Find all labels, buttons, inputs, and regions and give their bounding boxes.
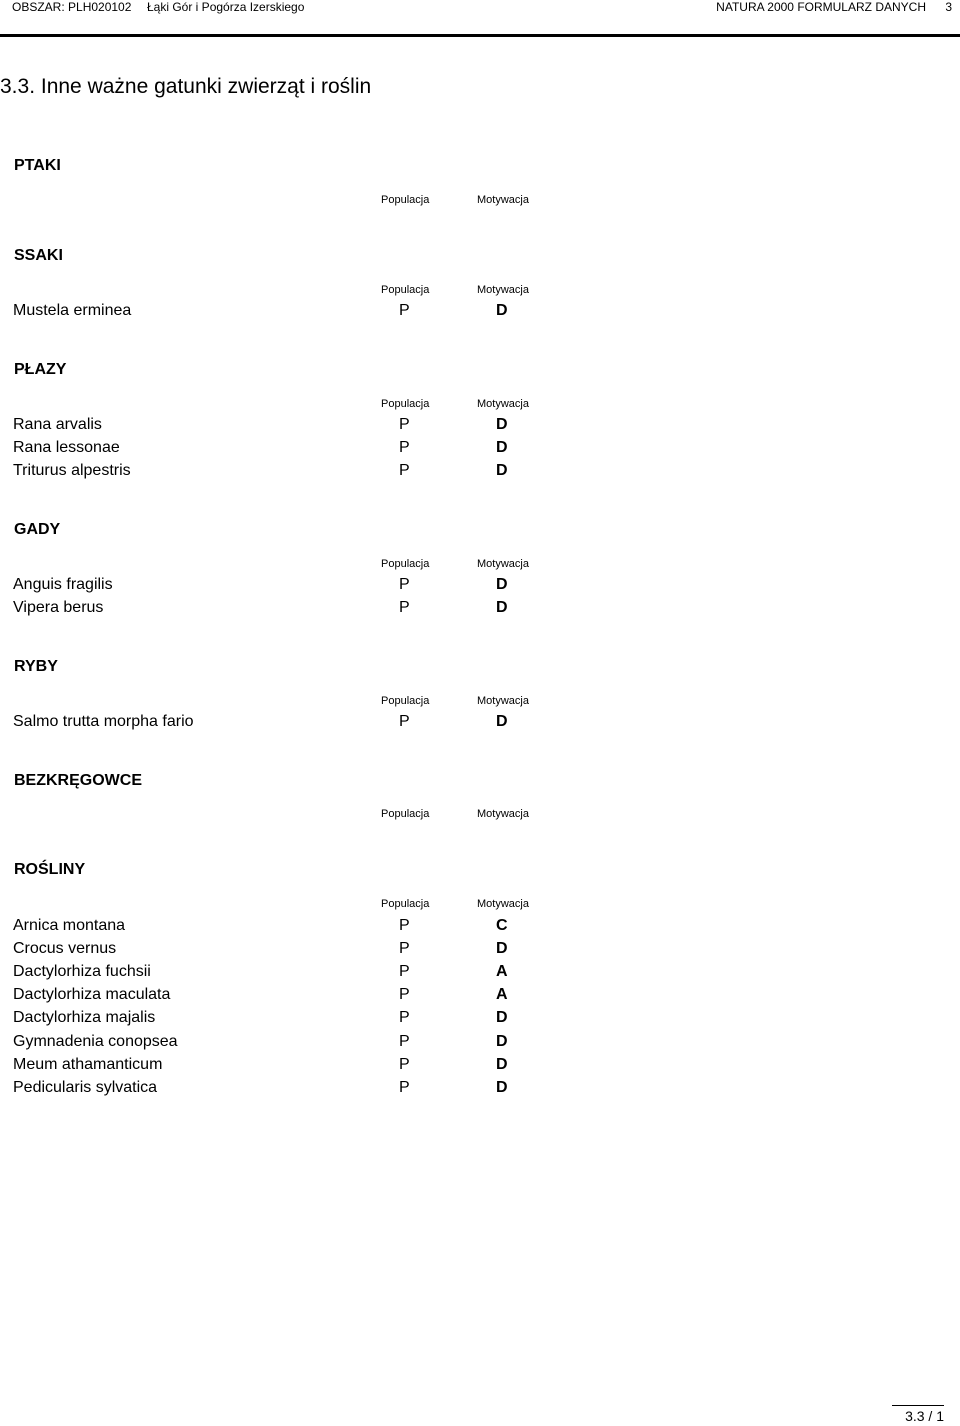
col-header-population: Populacja — [381, 194, 430, 206]
population-value: P — [399, 462, 410, 479]
motivation-value: D — [496, 1009, 508, 1026]
col-header-population: Populacja — [381, 398, 430, 410]
species-name: Dactylorhiza maculata — [13, 986, 171, 1003]
group-title-ryby: RYBY — [14, 658, 58, 675]
population-value: P — [399, 713, 410, 730]
population-value: P — [399, 576, 410, 593]
header-area-code: OBSZAR: PLH020102 — [12, 0, 132, 14]
population-value: P — [399, 940, 410, 957]
population-value: P — [399, 599, 410, 616]
col-header-population: Populacja — [381, 284, 430, 296]
col-header-motivation: Motywacja — [477, 398, 529, 410]
species-name: Vipera berus — [13, 599, 104, 616]
group-title-plazy: PŁAZY — [14, 361, 67, 378]
motivation-value: D — [496, 1056, 508, 1073]
header-page-number: 3 — [945, 0, 952, 14]
col-header-motivation: Motywacja — [477, 898, 529, 910]
table-row — [0, 1076, 960, 1099]
species-name: Dactylorhiza fuchsii — [13, 963, 151, 980]
species-name: Meum athamanticum — [13, 1056, 163, 1073]
table-row — [0, 413, 960, 436]
col-header-motivation: Motywacja — [477, 194, 529, 206]
motivation-value: D — [496, 1079, 508, 1096]
table-row — [0, 710, 960, 733]
table-row — [0, 436, 960, 459]
header-area-name: Łąki Gór i Pogórza Izerskiego — [147, 0, 305, 14]
motivation-value: D — [496, 462, 508, 479]
col-header-population: Populacja — [381, 808, 430, 820]
population-value: P — [399, 1033, 410, 1050]
species-name: Crocus vernus — [13, 940, 117, 957]
motivation-value: D — [496, 302, 508, 319]
population-value: P — [399, 416, 410, 433]
species-name: Salmo trutta morpha fario — [13, 713, 194, 730]
population-value: P — [399, 917, 410, 934]
population-value: P — [399, 1079, 410, 1096]
page-footer-reference: 3.3 / 1 — [892, 1405, 944, 1424]
species-name: Triturus alpestris — [13, 462, 131, 479]
table-row — [0, 1030, 960, 1053]
col-header-motivation: Motywacja — [477, 695, 529, 707]
population-value: P — [399, 963, 410, 980]
col-header-motivation: Motywacja — [477, 808, 529, 820]
species-name: Arnica montana — [13, 917, 126, 934]
table-row — [0, 1006, 960, 1029]
motivation-value: D — [496, 599, 508, 616]
group-title-rosliny: ROŚLINY — [14, 861, 86, 878]
motivation-value: A — [496, 963, 508, 980]
page-title: 3.3. Inne ważne gatunki zwierząt i roślin — [0, 75, 372, 98]
table-row — [0, 459, 960, 482]
species-name: Mustela erminea — [13, 302, 132, 319]
motivation-value: D — [496, 1033, 508, 1050]
table-row — [0, 914, 960, 937]
population-value: P — [399, 1009, 410, 1026]
motivation-value: C — [496, 917, 508, 934]
table-row — [0, 983, 960, 1006]
col-header-population: Populacja — [381, 558, 430, 570]
motivation-value: D — [496, 940, 508, 957]
table-row — [0, 299, 960, 322]
motivation-value: D — [496, 416, 508, 433]
group-title-ptaki: PTAKI — [14, 157, 61, 174]
population-value: P — [399, 1056, 410, 1073]
motivation-value: D — [496, 713, 508, 730]
col-header-motivation: Motywacja — [477, 558, 529, 570]
population-value: P — [399, 302, 410, 319]
col-header-motivation: Motywacja — [477, 284, 529, 296]
group-title-ssaki: SSAKI — [14, 247, 63, 264]
species-name: Dactylorhiza majalis — [13, 1009, 156, 1026]
population-value: P — [399, 439, 410, 456]
group-title-gady: GADY — [14, 521, 61, 538]
species-name: Gymnadenia conopsea — [13, 1033, 178, 1050]
col-header-population: Populacja — [381, 695, 430, 707]
motivation-value: D — [496, 439, 508, 456]
col-header-population: Populacja — [381, 898, 430, 910]
table-row — [0, 596, 960, 619]
table-row — [0, 573, 960, 596]
species-name: Rana lessonae — [13, 439, 120, 456]
species-name: Rana arvalis — [13, 416, 102, 433]
species-name: Anguis fragilis — [13, 576, 113, 593]
species-name: Pedicularis sylvatica — [13, 1079, 158, 1096]
motivation-value: A — [496, 986, 508, 1003]
group-title-bezkregowce: BEZKRĘGOWCE — [14, 772, 142, 789]
table-row — [0, 1053, 960, 1076]
header-form-title: NATURA 2000 FORMULARZ DANYCH — [716, 0, 926, 14]
table-row — [0, 937, 960, 960]
motivation-value: D — [496, 576, 508, 593]
table-row — [0, 960, 960, 983]
population-value: P — [399, 986, 410, 1003]
